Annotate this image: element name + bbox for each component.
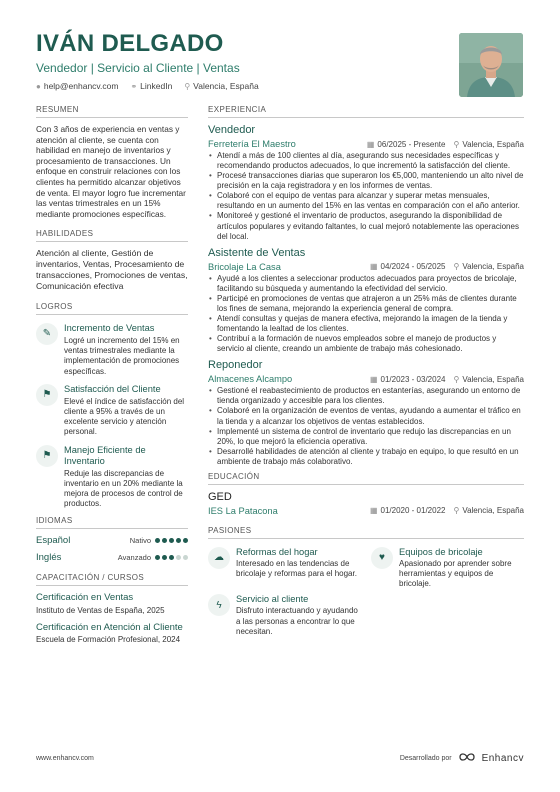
education-heading: EDUCACIÓN	[208, 472, 524, 485]
passions-grid	[208, 547, 524, 637]
location-text: Valencia, España	[193, 81, 259, 91]
job-entry	[208, 359, 524, 467]
job-bullet: • Colaboré en la organización de eventos de ventas, ayudando a aumentar el tráfico en la tienda y a alcanzar los objetivos de ventas establecidos.	[208, 406, 524, 426]
passion-title: Equipos de bricolaje	[399, 546, 483, 557]
flag-icon: ⚑	[36, 445, 58, 467]
education-dates: 01/2020 - 01/2022	[380, 506, 446, 516]
company-name: Ferretería El Maestro	[208, 139, 296, 149]
passion-item	[208, 547, 361, 589]
skills-text: Atención al cliente, Gestión de inventarios, Ventas, Procesamiento de transacciones, Promociones de ventas, Comunicación efectiva	[36, 248, 188, 292]
resume-header	[36, 30, 446, 91]
passion-desc: Interesado en las tendencias de bricolaje y reformas para el hogar.	[236, 558, 357, 579]
school-name: IES La Patacona	[208, 505, 278, 516]
passions-heading: PASIONES	[208, 526, 524, 539]
wand-icon: ✎	[36, 323, 58, 345]
summary-text: Con 3 años de experiencia en ventas y atención al cliente, se cuenta con habilidad en manejo de inventarios y procesamiento de transacciones. Un enfoque en construir relaciones con los clientes ha permitido alcanzar objetivos de venta. El mayor logro fue incrementar las ventas trimestrales en un 15% mediante promociones específicas.	[36, 124, 186, 219]
right-column	[208, 105, 524, 637]
achievement-title: Manejo Eficiente de Inventario	[64, 444, 146, 466]
languages-heading: IDIOMAS	[36, 516, 188, 529]
job-entry	[208, 124, 524, 242]
footer-powered-text: Desarrollado por	[399, 754, 452, 762]
enhancv-logo-icon	[458, 752, 476, 764]
candidate-name: IVÁN DELGADO	[36, 30, 224, 57]
achievement-desc: Reduje las discrepancias de inventario en un 20% mediante la mejora de procesos de control de productos.	[64, 468, 183, 509]
company-name: Bricolaje La Casa	[208, 261, 281, 272]
degree: GED	[208, 490, 232, 503]
certifications-heading: CAPACITACIÓN / CURSOS	[36, 573, 188, 586]
job-bullet: • Monitoreé y gestioné el inventario de productos, asegurando la disponibilidad de artículos populares y evitando faltantes, lo cual mejoró notablemente las operaciones del local.	[208, 211, 524, 241]
certification-org: Instituto de Ventas de España, 2025	[36, 605, 165, 615]
certification-org: Escuela de Formación Profesional, 2024	[36, 635, 181, 645]
calendar-icon: ▦	[366, 139, 375, 149]
contact-linkedin[interactable]	[130, 81, 172, 91]
job-dates: 04/2024 - 05/2025	[380, 262, 446, 272]
job-bullet: • Gestioné el reabastecimiento de productos en estanterías, asegurando un entorno de tienda organizado y accesible para los clientes.	[208, 386, 524, 406]
contact-email[interactable]	[36, 81, 118, 91]
passion-title: Servicio al cliente	[236, 594, 309, 605]
job-bullets	[208, 151, 524, 242]
experience-heading: EXPERIENCIA	[208, 105, 524, 118]
summary-heading: RESUMEN	[36, 105, 188, 118]
language-dots	[155, 555, 188, 560]
certification-title: Certificación en Ventas	[36, 592, 134, 604]
job-dates: 01/2023 - 03/2024	[380, 374, 446, 384]
calendar-icon: ▦	[369, 506, 378, 516]
language-row	[36, 552, 188, 563]
job-bullet: • Colaboré con el equipo de ventas para alcanzar y superar metas mensuales, resultando en un aumento del 15% en las ventas en comparación con el año anterior.	[208, 191, 524, 211]
job-title: Asistente de Ventas	[208, 246, 306, 259]
job-location: Valencia, España	[462, 262, 524, 272]
passion-item	[371, 547, 524, 589]
job-bullet: • Atendí consultas y quejas de manera efectiva, mejorando la imagen de la tienda y fomentando la lealtad de los clientes.	[208, 314, 524, 334]
education-location: Valencia, España	[462, 506, 524, 516]
footer-website[interactable]: www.enhancv.com	[36, 754, 94, 762]
left-column	[36, 105, 188, 651]
flag-icon: ⚑	[36, 384, 58, 406]
location-pin-icon: ⚲	[453, 506, 460, 516]
language-dots	[155, 538, 188, 543]
achievement-title: Incremento de Ventas	[64, 322, 155, 333]
job-bullet: • Participé en promociones de ventas que atrajeron a un 25% más de clientes durante los fines de semana, mejorando la experiencia general de compra.	[208, 294, 524, 314]
location-pin-icon: ⚲	[453, 262, 460, 272]
job-title: Vendedor	[208, 124, 256, 136]
calendar-icon: ▦	[369, 262, 378, 272]
brain-icon: ☁	[208, 547, 230, 569]
language-name: Inglés	[36, 552, 62, 564]
candidate-title: Vendedor | Servicio al Cliente | Ventas	[36, 61, 240, 75]
job-bullet: • Procesé transacciones diarias que superaron los €5,000, manteniendo un alto nivel de precisión en la caja registradora y en los informes de ventas.	[208, 171, 524, 191]
language-level: Avanzado	[117, 553, 151, 563]
profile-photo	[459, 33, 523, 97]
contact-location	[184, 81, 258, 91]
job-location: Valencia, España	[462, 374, 524, 384]
certification-title: Certificación en Atención al Cliente	[36, 621, 183, 633]
achievement-desc: Elevé el índice de satisfacción del cliente a 95% a través de un excelente servicio y atención personal.	[64, 396, 185, 437]
job-bullet: • Desarrollé habilidades de atención al cliente y trabajo en equipo, lo que resultó en un ambiente de trabajo más colaborativo.	[208, 447, 524, 467]
job-entry	[208, 247, 524, 355]
achievement-item	[36, 384, 188, 438]
skills-heading: HABILIDADES	[36, 229, 188, 242]
passion-title: Reformas del hogar	[236, 546, 318, 557]
location-pin-icon: ⚲	[453, 139, 460, 149]
achievement-desc: Logré un incremento del 15% en ventas trimestrales mediante la implementación de promociones específicas.	[64, 336, 180, 376]
job-title: Reponedor	[208, 359, 263, 372]
language-name: Español	[36, 535, 71, 547]
passion-item	[208, 594, 361, 636]
language-row	[36, 535, 188, 546]
contact-row	[36, 81, 446, 91]
job-dates: 06/2025 - Presente	[377, 139, 446, 149]
language-level: Nativo	[129, 536, 151, 546]
location-pin-icon: ⚲	[184, 81, 191, 91]
linkedin-text: LinkedIn	[140, 81, 173, 91]
location-pin-icon: ⚲	[453, 374, 460, 384]
company-name: Almacenes Alcampo	[208, 374, 293, 385]
passion-desc: Apasionado por aprender sobre herramientas y equipos de bricolaje.	[399, 558, 512, 589]
achievement-item	[36, 445, 188, 510]
job-location: Valencia, España	[462, 139, 524, 149]
job-bullet: • Ayudé a los clientes a seleccionar productos adecuados para proyectos de bricolaje, facilitando su búsqueda y aumentando la efectividad del servicio.	[208, 274, 524, 294]
education-entry	[208, 491, 524, 516]
at-icon: ●	[36, 81, 41, 91]
page-footer	[36, 752, 524, 764]
job-bullet: • Contribuí a la formación de nuevos empleados sobre el manejo de productos y servicio al cliente, creando un ambiente de trabajo más cohesionado.	[208, 334, 524, 354]
achievements-heading: LOGROS	[36, 302, 188, 315]
achievement-title: Satisfacción del Cliente	[64, 383, 161, 394]
link-icon: ⚭	[130, 81, 138, 91]
bolt-icon: ϟ	[208, 594, 230, 616]
email-text: help@enhancv.com	[43, 81, 119, 91]
job-bullet: • Implementé un sistema de control de inventario que redujo las discrepancias en un 20%, lo que mejoró la eficiencia operativa.	[208, 427, 524, 447]
footer-brand-name: Enhancv	[481, 752, 524, 764]
job-bullets	[208, 274, 524, 355]
achievements-list	[36, 323, 188, 510]
job-bullet: • Atendí a más de 100 clientes al día, asegurando sus necesidades específicas y recomendando productos adecuados, lo que incrementó la satisfacción del cliente.	[208, 151, 524, 171]
footer-brand	[400, 752, 524, 764]
achievement-item	[36, 323, 188, 377]
heart-icon: ♥	[371, 547, 393, 569]
calendar-icon: ▦	[369, 374, 378, 384]
passion-desc: Disfruto interactuando y ayudando a las personas a encontrar lo que necesitan.	[236, 606, 358, 636]
job-bullets	[208, 386, 524, 467]
